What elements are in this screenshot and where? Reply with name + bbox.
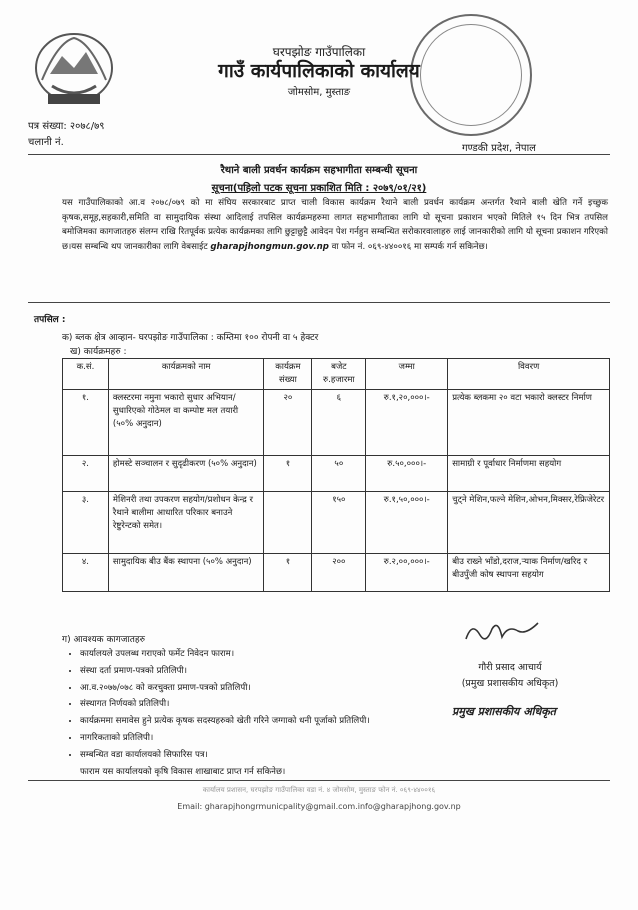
cell-total: रु.२,००,०००।-	[366, 554, 448, 592]
cell-desc: सामाग्री र पूर्वाधार निर्माणमा सहयोग	[448, 456, 610, 492]
details-heading: तपसिल :	[34, 315, 66, 325]
notice-title: रैथाने बाली प्रवर्धन कार्यक्रम सहभागीता सम्बन्धी सूचना	[220, 165, 418, 176]
col-sn: क.सं.	[63, 359, 109, 390]
cell-qty: २०	[264, 390, 312, 456]
designation-stamp: प्रमुख प्रशासकीय अधिकृत	[452, 705, 556, 718]
col-total: जम्मा	[366, 359, 448, 390]
cell-desc: बीउ राख्ने भाँडो,दराज,र्‍याक निर्माण/खरिद र बीउपुँजी कोष स्थापना सहयोग	[448, 554, 610, 592]
office-title: गाउँ कार्यपालिकाको कार्यालय	[218, 60, 420, 82]
notice-body	[62, 196, 608, 254]
col-budget: बजेट रु.हजारमा	[312, 359, 366, 390]
table-row	[63, 390, 610, 456]
cell-total: रु.१,५०,०००।-	[366, 492, 448, 554]
list-item: • सम्बन्धित वडा कार्यालयको सिफारिस पत्र।	[80, 747, 410, 764]
cell-budget: १५०	[312, 492, 366, 554]
list-item: • संस्था दर्ता प्रमाण-पत्रको प्रतिलिपी।	[80, 663, 410, 680]
cell-total: रु.१,२०,०००।-	[366, 390, 448, 456]
signatory-title: (प्रमुख प्रशासकीय अधिकृत)	[461, 678, 559, 689]
details-item-kha: ख) कार्यक्रमहरु :	[70, 347, 127, 357]
details-item-ka: क) ब्लक क्षेत्र आव्हान- घरपझोङ गाउँपालिका : कम्तिमा १०० रोपनी वा ५ हेक्टर	[62, 333, 319, 343]
list-item: • कार्यालयले उपलब्ध गराएको फर्मेट निवेदन फाराम।	[80, 646, 410, 663]
col-desc: विवरण	[448, 359, 610, 390]
table-row	[63, 554, 610, 592]
notice-body-text: यस गाउँपालिकाको आ.व २०७८/०७९ को मा संघिय सरकारबाट प्राप्त चाली विकास कार्यक्रम रैथाने बाली प्रवर्धन कार्यक्रम अन्तर्गत रैथाने बाली खेति गर्ने इच्छुक कृषक,समूह,सहकारी,समिति वा सामुदायिक संस्था आदिलाई तपसिल कार्यक्रमहरुमा लागत सहभागीताका लागि यो सूचना प्रकाशन भएको मितिले १५ दिन भित्र तपसिल बमोजिमका कागजातहरु संलग्न राखि रितपूर्वक प्रत्येक कार्यक्रमका लागि छुट्टाछुट्टै आवेदन पेश गर्नहुन सम्बन्धित सरोकारवालाहरु लाई जानकारीको लागि यो सूचना प्रकाशन गरिएको छ।यस सम्बन्धि थप जानकारीका लागि वेबसाईट	[62, 198, 608, 252]
cell-budget: २००	[312, 554, 366, 592]
footer-email[interactable]: Email: gharapjhongrmunicpality@gmail.com.info@gharapjhong.gov.np	[177, 802, 461, 811]
letter-number: पत्र संख्या: २०७८/७९	[28, 121, 105, 132]
footer-divider	[28, 780, 610, 781]
cell-sn: २.	[63, 456, 109, 492]
municipality-name: घरपझोङ गाउँपालिका	[272, 45, 366, 59]
cell-budget: ६	[312, 390, 366, 456]
cell-name: क्लस्टरमा नमुना भकारो सुधार अभियान/सुधारिएको गोठेमल वा कम्पोष्ट मल तयारी (५०% अनुदान)	[108, 390, 264, 456]
signatory-name: गौरी प्रसाद आचार्य	[478, 662, 542, 673]
cell-total: रु.५०,०००।-	[366, 456, 448, 492]
cell-qty: १	[264, 554, 312, 592]
cell-name: होमस्टे सञ्चालन र सुदृढीकरण (५०% अनुदान)	[108, 456, 264, 492]
cell-qty	[264, 492, 312, 554]
col-name: कार्यक्रमको नाम	[108, 359, 264, 390]
list-item: • आ.व.२०७७/०७८ को करचुक्ता प्रमाण-पत्रको प्रतिलिपी।	[80, 680, 410, 697]
col-qty: कार्यक्रम संख्या	[264, 359, 312, 390]
website-link[interactable]: gharapjhongmun.gov.np	[210, 241, 329, 252]
office-location: जोमसोम, मुस्ताङ	[287, 87, 351, 98]
table-header-row	[63, 359, 610, 390]
cell-desc: प्रत्येक ब्लकमा २० वटा भकारो क्लस्टर निर्माण	[448, 390, 610, 456]
list-item: • संस्थागत निर्णयको प्रतिलिपी।	[80, 696, 410, 713]
cell-budget: ५०	[312, 456, 366, 492]
cell-sn: ४.	[63, 554, 109, 592]
cell-sn: ३.	[63, 492, 109, 554]
cell-name: सामुदायिक बीउ बैंक स्थापना (५०% अनुदान)	[108, 554, 264, 592]
table-row	[63, 492, 610, 554]
footer-contact: कार्यालय प्रशासन, घरपझोङ गाउँपालिका वडा नं. ४ जोमसोम, मुस्ताङ फोन नं. ०६९-४४००१६	[202, 786, 436, 794]
notice-body-end: वा फोन नं. ०६९-४४००१६ मा सम्पर्क गर्न सकिनेछ।	[331, 241, 488, 252]
list-item: • कार्यक्रममा समावेस हुने प्रत्येक कृषक सदस्यहरुको खेती गरिने जग्गाको धनी पूर्जाको प्रतिलिपी।	[80, 713, 410, 730]
list-item: • नागरिकताको प्रतिलिपी।	[80, 730, 410, 747]
handwritten-signature	[462, 615, 542, 647]
program-table	[62, 358, 610, 592]
body-divider	[28, 302, 610, 303]
cell-name: मेशिनरी तथा उपकरण सहयोग/प्रशोधन केन्द्र र रैथाने बालीमा आधारित परिकार बनाउने रेष्टुरेन्टको समेत।	[108, 492, 264, 554]
cell-qty: १	[264, 456, 312, 492]
notice-subtitle: सूचना(पहिलो पटक सूचना प्रकाशित मिति : २०७९/०१/२१)	[211, 183, 427, 194]
province: गण्डकी प्रदेश, नेपाल	[462, 143, 536, 154]
requirements-list	[62, 646, 410, 780]
dispatch-number: चलानी नं.	[28, 137, 64, 148]
requirements-heading: ग) आवश्यक कागजातहरु	[62, 635, 146, 645]
requirements-note: फाराम यस कार्यालयको कृषि विकास शाखाबाट प्राप्त गर्न सकिनेछ।	[80, 766, 286, 777]
table-row	[63, 456, 610, 492]
cell-desc: चुट्ने मेशिन,फल्ने मेशिन,ओभन,मिक्सर,रेफ्रिजेरेटर	[448, 492, 610, 554]
cell-sn: १.	[63, 390, 109, 456]
header-divider	[28, 154, 610, 155]
